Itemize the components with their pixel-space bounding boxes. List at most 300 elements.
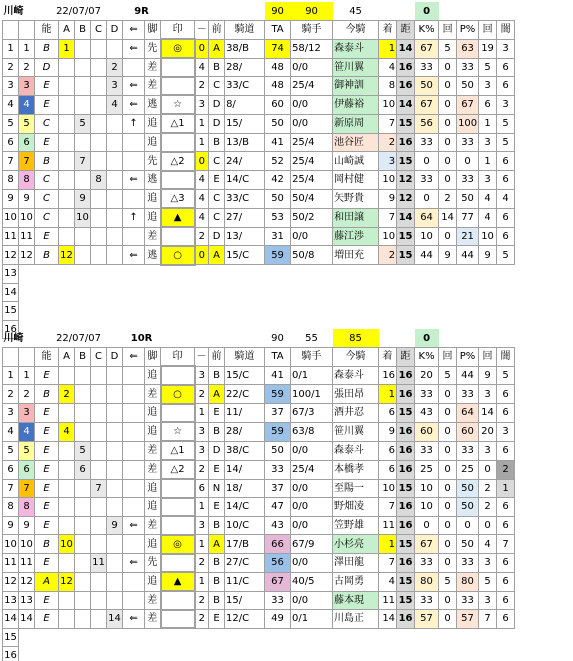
- column-header: TA: [265, 21, 291, 40]
- rank-a: [59, 516, 75, 535]
- table-row[interactable]: [3, 385, 571, 404]
- rank-d: [107, 554, 123, 573]
- header-blank: [3, 21, 19, 40]
- table-row[interactable]: [3, 171, 571, 190]
- count-2: 4: [479, 535, 497, 554]
- column-header: C: [91, 348, 107, 367]
- empty-cell: [415, 283, 439, 302]
- blank-cell: [397, 329, 415, 348]
- empty-cell: [457, 302, 479, 321]
- count-2: 7: [479, 610, 497, 629]
- count-2: 14: [479, 404, 497, 423]
- empty-cell: [123, 628, 145, 647]
- column-header: B: [75, 348, 91, 367]
- running-style: 逃: [145, 171, 161, 190]
- finish-position: 10: [379, 479, 397, 498]
- rank-b: [75, 535, 91, 554]
- prediction-mark: [161, 227, 195, 246]
- blank-cell: [515, 329, 571, 348]
- dark-value: 6: [497, 171, 515, 190]
- dark-value: 6: [497, 441, 515, 460]
- column-header: 着: [379, 348, 397, 367]
- rank-a: [59, 58, 75, 77]
- running-style: 差: [145, 441, 161, 460]
- post-number: 5: [19, 114, 35, 133]
- dash-value: 2: [195, 460, 209, 479]
- previous-grade: D: [209, 441, 225, 460]
- distance: 16: [397, 441, 415, 460]
- k-percent: 20: [415, 366, 439, 385]
- table-row[interactable]: [3, 246, 571, 265]
- dash-value: 3: [195, 516, 209, 535]
- jockey-stat: 0/0: [291, 516, 333, 535]
- empty-cell: [439, 628, 457, 647]
- empty-cell: [225, 265, 265, 284]
- dark-value: 7: [497, 535, 515, 554]
- empty-cell: [457, 265, 479, 284]
- column-header: 回: [439, 21, 457, 40]
- empty-cell: [145, 302, 161, 321]
- row-number: 3: [3, 404, 19, 423]
- count-2: 3: [479, 133, 497, 152]
- jockey-track-stat: 14/C: [225, 171, 265, 190]
- running-style: 追: [145, 133, 161, 152]
- p-percent: 64: [457, 404, 479, 423]
- table-row[interactable]: [3, 610, 571, 629]
- jockey-stat: 63/8: [291, 422, 333, 441]
- arrow-marker: [123, 572, 145, 591]
- row-number: 1: [3, 39, 19, 58]
- finish-position: 9: [379, 189, 397, 208]
- jockey-track-stat: 11/C: [225, 572, 265, 591]
- finish-position: 1: [379, 385, 397, 404]
- row-number: 7: [3, 152, 19, 171]
- column-header: 距: [397, 348, 415, 367]
- running-style: 追: [145, 535, 161, 554]
- row-number: 2: [3, 58, 19, 77]
- count-1: 0: [439, 591, 457, 610]
- k-percent: 0: [415, 152, 439, 171]
- empty-cell: [333, 302, 379, 321]
- jockey-stat: 0/0: [291, 441, 333, 460]
- distance: 16: [397, 516, 415, 535]
- ability-grade: B: [35, 535, 59, 554]
- rank-a: [59, 498, 75, 517]
- p-percent: 33: [457, 133, 479, 152]
- row-number: 13: [3, 591, 19, 610]
- dark-value: 6: [497, 208, 515, 227]
- blank-cell: [225, 2, 265, 21]
- column-header: 能: [35, 348, 59, 367]
- k-percent: 33: [415, 171, 439, 190]
- post-number: 11: [19, 554, 35, 573]
- running-style: 逃: [145, 95, 161, 114]
- empty-row: [3, 628, 571, 647]
- jockey-stat: 0/0: [291, 95, 333, 114]
- empty-row: [3, 265, 571, 284]
- p-percent: 60: [457, 422, 479, 441]
- column-header: 闇: [497, 348, 515, 367]
- dash-value: 1: [195, 404, 209, 423]
- prediction-mark: [161, 171, 195, 190]
- current-jockey: 御神訓: [333, 77, 379, 96]
- distance: 16: [397, 385, 415, 404]
- k-percent: 33: [415, 133, 439, 152]
- table-row[interactable]: [3, 479, 571, 498]
- table-row[interactable]: [3, 366, 571, 385]
- post-number: 9: [19, 516, 35, 535]
- rank-c: [91, 460, 107, 479]
- empty-cell: [19, 647, 35, 661]
- empty-cell: [291, 628, 333, 647]
- table-row[interactable]: [3, 516, 571, 535]
- empty-cell: [19, 265, 35, 284]
- rank-c: [91, 498, 107, 517]
- empty-cell: [479, 302, 497, 321]
- ta-value: 50: [265, 441, 291, 460]
- race-number: 10R: [130, 332, 153, 344]
- empty-cell: [123, 265, 145, 284]
- row-number: 3: [3, 77, 19, 96]
- rank-b: [75, 422, 91, 441]
- k-percent: 10: [415, 479, 439, 498]
- count-1: 0: [439, 152, 457, 171]
- distance: 14: [397, 39, 415, 58]
- blank-cell: [497, 329, 515, 348]
- row-number: 8: [3, 171, 19, 190]
- row-number: 4: [3, 95, 19, 114]
- top-rating: 45: [349, 5, 362, 17]
- ability-grade: E: [35, 610, 59, 629]
- p-percent: 33: [457, 441, 479, 460]
- empty-cell: [209, 647, 225, 661]
- table-row[interactable]: [3, 422, 571, 441]
- rank-c: [91, 39, 107, 58]
- ability-grade: E: [35, 554, 59, 573]
- previous-grade: E: [209, 610, 225, 629]
- empty-cell: [195, 628, 209, 647]
- post-number: 13: [19, 591, 35, 610]
- table-row[interactable]: [3, 39, 571, 58]
- rank-b: 10: [75, 208, 91, 227]
- ability-grade: B: [35, 152, 59, 171]
- count-1: 0: [439, 171, 457, 190]
- distance: 15: [397, 591, 415, 610]
- column-header: A: [59, 348, 75, 367]
- rank-b: 5: [75, 441, 91, 460]
- empty-cell: [195, 302, 209, 321]
- distance: 12: [397, 189, 415, 208]
- empty-cell: [415, 628, 439, 647]
- prediction-mark: [161, 554, 195, 573]
- table-row[interactable]: [3, 460, 571, 479]
- finish-position: 10: [379, 227, 397, 246]
- current-jockey: 増田充: [333, 246, 379, 265]
- table-row[interactable]: [3, 114, 571, 133]
- ta-value: 67: [265, 572, 291, 591]
- ability-grade: C: [35, 114, 59, 133]
- venue-label: 川崎: [3, 5, 24, 17]
- column-header: 前: [209, 348, 225, 367]
- table-row[interactable]: [3, 208, 571, 227]
- table-row[interactable]: [3, 58, 571, 77]
- ability-grade: B: [35, 39, 59, 58]
- count-1: 0: [439, 95, 457, 114]
- rank-b: [75, 516, 91, 535]
- title-row: [3, 329, 571, 348]
- finish-position: 1: [379, 39, 397, 58]
- finish-position: 10: [379, 171, 397, 190]
- rank-a: [59, 591, 75, 610]
- table-row[interactable]: [3, 591, 571, 610]
- running-style: 差: [145, 460, 161, 479]
- empty-cell: [397, 647, 415, 661]
- distance: 16: [397, 498, 415, 517]
- p-percent: 50: [457, 189, 479, 208]
- empty-cell: [91, 302, 107, 321]
- row-number: 13: [3, 265, 19, 284]
- row-number: 7: [3, 479, 19, 498]
- prediction-mark: △2: [161, 460, 195, 479]
- jockey-stat: 50/2: [291, 208, 333, 227]
- empty-cell: [397, 302, 415, 321]
- arrow-marker: [123, 58, 145, 77]
- column-header: 騎道: [225, 348, 265, 367]
- blank-cell: [439, 2, 457, 21]
- count-1: 14: [439, 208, 457, 227]
- table-row[interactable]: [3, 554, 571, 573]
- count-2: 5: [479, 58, 497, 77]
- table-row[interactable]: [3, 572, 571, 591]
- current-jockey: 山崎誠: [333, 152, 379, 171]
- row-number: 6: [3, 133, 19, 152]
- empty-cell: [333, 647, 379, 661]
- p-percent: 21: [457, 227, 479, 246]
- empty-cell: [35, 628, 59, 647]
- column-header: －: [195, 21, 209, 40]
- rank-a: 12: [59, 572, 75, 591]
- row-number: 11: [3, 227, 19, 246]
- table-row[interactable]: [3, 404, 571, 423]
- rank-a: 2: [59, 385, 75, 404]
- ta-value: 59: [265, 385, 291, 404]
- table-row[interactable]: [3, 498, 571, 517]
- dark-value: 6: [497, 572, 515, 591]
- empty-cell: [209, 265, 225, 284]
- arrow-marker: ⇐: [123, 77, 145, 96]
- table-row[interactable]: [3, 535, 571, 554]
- empty-cell: [439, 283, 457, 302]
- running-style: 差: [145, 610, 161, 629]
- post-number: 2: [19, 58, 35, 77]
- rank-b: [75, 404, 91, 423]
- rank-b: 9: [75, 189, 91, 208]
- column-header: B: [75, 21, 91, 40]
- count-2: 3: [479, 591, 497, 610]
- rank-b: 7: [75, 152, 91, 171]
- jockey-track-stat: 22/C: [225, 385, 265, 404]
- blank-cell: [439, 329, 457, 348]
- column-header: TA: [265, 348, 291, 367]
- ability-grade: E: [35, 95, 59, 114]
- table-row[interactable]: [3, 441, 571, 460]
- ta-value: 52: [265, 152, 291, 171]
- current-jockey: 伊藤裕: [333, 95, 379, 114]
- rank-b: 6: [75, 460, 91, 479]
- rank-d: [107, 366, 123, 385]
- jockey-track-stat: 8/: [225, 95, 265, 114]
- rank-c: 11: [91, 554, 107, 573]
- ability-grade: E: [35, 366, 59, 385]
- rank-b: [75, 171, 91, 190]
- empty-cell: [209, 628, 225, 647]
- table-row[interactable]: [3, 227, 571, 246]
- rank-a: [59, 227, 75, 246]
- column-header: －: [195, 348, 209, 367]
- empty-cell: [479, 265, 497, 284]
- previous-grade: B: [209, 591, 225, 610]
- post-number: 4: [19, 422, 35, 441]
- table-row[interactable]: [3, 133, 571, 152]
- jockey-track-stat: 28/: [225, 422, 265, 441]
- p-percent: 100: [457, 114, 479, 133]
- blank-cell: [479, 329, 497, 348]
- ta-value: 41: [265, 366, 291, 385]
- column-header: 脚: [145, 348, 161, 367]
- post-number: 12: [19, 246, 35, 265]
- empty-cell: [415, 647, 439, 661]
- jockey-stat: 0/0: [291, 227, 333, 246]
- distance: 16: [397, 133, 415, 152]
- dark-value: 6: [497, 58, 515, 77]
- distance: 15: [397, 114, 415, 133]
- rank-c: [91, 208, 107, 227]
- dash-value: 3: [195, 366, 209, 385]
- distance: 16: [397, 366, 415, 385]
- row-number: 8: [3, 498, 19, 517]
- empty-cell: [397, 265, 415, 284]
- distance: 15: [397, 227, 415, 246]
- running-style: 追: [145, 572, 161, 591]
- empty-cell: [145, 628, 161, 647]
- rank-d: [107, 460, 123, 479]
- prediction-mark: ○: [161, 246, 195, 265]
- dash-value: 2: [195, 554, 209, 573]
- empty-cell: [145, 265, 161, 284]
- count-1: 0: [439, 227, 457, 246]
- arrow-marker: ⇐: [123, 610, 145, 629]
- arrow-marker: ⇐: [123, 171, 145, 190]
- arrow-marker: ⇐: [123, 516, 145, 535]
- empty-cell: [479, 628, 497, 647]
- current-jockey: 森泰斗: [333, 39, 379, 58]
- count-1: 0: [439, 422, 457, 441]
- count-2: 5: [479, 572, 497, 591]
- ability-grade: C: [35, 189, 59, 208]
- rank-d: [107, 385, 123, 404]
- k-percent: 67: [415, 39, 439, 58]
- p-percent: 50: [457, 535, 479, 554]
- table-row[interactable]: [3, 152, 571, 171]
- empty-cell: [291, 647, 333, 661]
- prediction-mark: [161, 58, 195, 77]
- prediction-mark: [161, 479, 195, 498]
- top-rating: 55: [305, 332, 318, 344]
- arrow-marker: [123, 591, 145, 610]
- count-2: 9: [479, 366, 497, 385]
- p-percent: 33: [457, 171, 479, 190]
- k-percent: 50: [415, 77, 439, 96]
- jockey-track-stat: 27/: [225, 208, 265, 227]
- empty-cell: [123, 283, 145, 302]
- rank-b: [75, 366, 91, 385]
- distance: 16: [397, 554, 415, 573]
- current-jockey: 矢野貴: [333, 189, 379, 208]
- empty-cell: [91, 628, 107, 647]
- row-number: 12: [3, 572, 19, 591]
- ta-value: 53: [265, 208, 291, 227]
- prediction-mark: △3: [161, 189, 195, 208]
- empty-cell: [497, 647, 515, 661]
- ta-value: 56: [265, 554, 291, 573]
- arrow-marker: [123, 227, 145, 246]
- table-row[interactable]: [3, 189, 571, 208]
- column-header: 前: [209, 21, 225, 40]
- dark-value: 2: [497, 460, 515, 479]
- jockey-track-stat: 18/: [225, 479, 265, 498]
- p-percent: 50: [457, 498, 479, 517]
- row-number: 6: [3, 460, 19, 479]
- ability-grade: C: [35, 171, 59, 190]
- column-header: 着: [379, 21, 397, 40]
- count-2: 3: [479, 77, 497, 96]
- table-row[interactable]: [3, 95, 571, 114]
- current-jockey: 笹川翼: [333, 422, 379, 441]
- count-1: 0: [439, 554, 457, 573]
- count-1: 0: [439, 58, 457, 77]
- rank-c: [91, 95, 107, 114]
- jockey-track-stat: 15/: [225, 591, 265, 610]
- arrow-marker: ⇐: [123, 39, 145, 58]
- column-header: 印: [161, 348, 195, 367]
- ta-value: 31: [265, 227, 291, 246]
- prediction-mark: △1: [161, 441, 195, 460]
- blank-cell: [479, 2, 497, 21]
- empty-cell: [209, 283, 225, 302]
- previous-grade: A: [209, 385, 225, 404]
- empty-cell: [123, 302, 145, 321]
- jockey-stat: 0/0: [291, 114, 333, 133]
- rank-c: [91, 227, 107, 246]
- empty-cell: [497, 265, 515, 284]
- jockey-track-stat: 38/B: [225, 39, 265, 58]
- arrow-marker: ↑: [123, 208, 145, 227]
- count-1: 9: [439, 246, 457, 265]
- current-jockey: 張田昂: [333, 385, 379, 404]
- dark-value: 6: [497, 227, 515, 246]
- rank-a: [59, 441, 75, 460]
- row-number: 15: [3, 302, 19, 321]
- column-header: 回: [439, 348, 457, 367]
- table-row[interactable]: [3, 77, 571, 96]
- current-jockey: 笹川翼: [333, 58, 379, 77]
- k-percent: 10: [415, 498, 439, 517]
- previous-grade: B: [209, 58, 225, 77]
- empty-cell: [379, 647, 397, 661]
- prediction-mark: ▲: [161, 572, 195, 591]
- previous-grade: D: [209, 95, 225, 114]
- count-1: 0: [439, 77, 457, 96]
